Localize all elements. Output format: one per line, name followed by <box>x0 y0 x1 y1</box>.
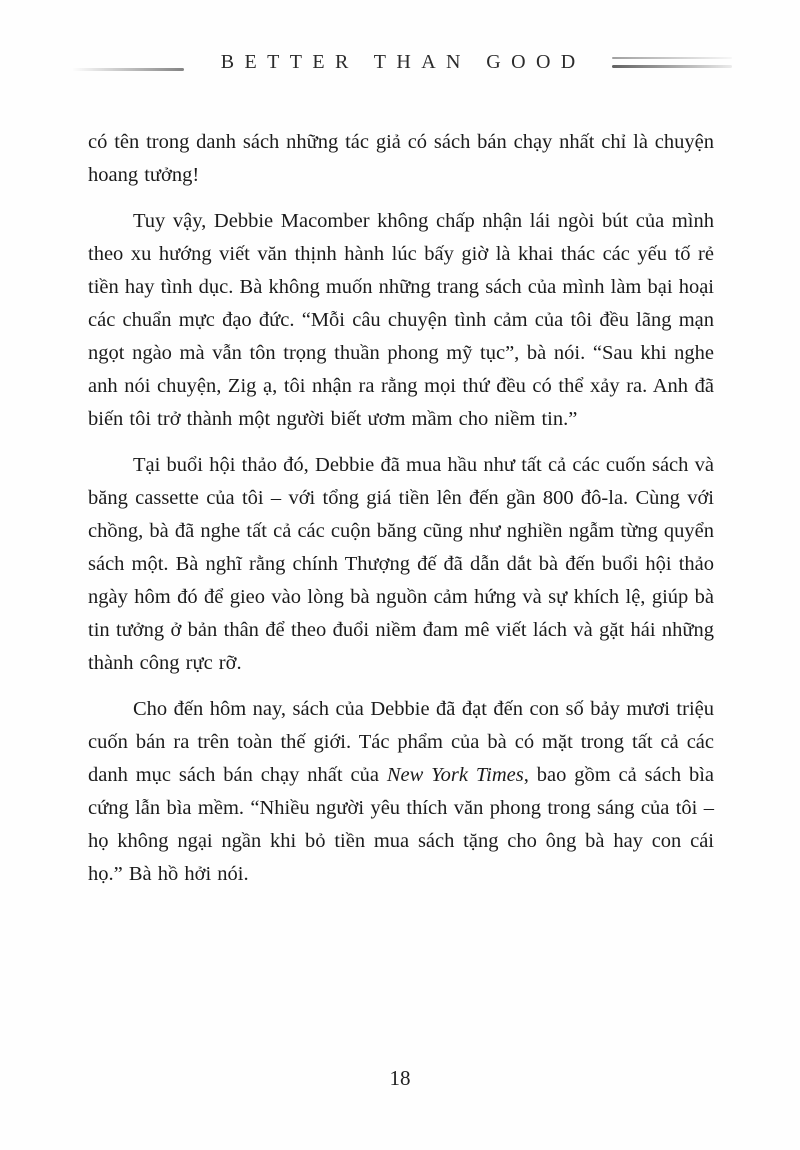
paragraph-4-text-before: Cho đến hôm nay, sách của Debbie đã đạt đến con số bảy mươi triệu cuốn bán ra trên toàn thế giới. Tác phẩm của bà có mặt trong tất cả các danh mục sách bán chạy nhất của <box>88 698 714 786</box>
paragraph-4-text-after: , bao gồm cả sách bìa cứng lẫn bìa mềm. “Nhiều người yêu thích văn phong trong sáng của tôi – họ không ngại ngần khi bỏ tiền mua sách tặng cho ông bà hay con cái họ.” Bà hồ hởi nói. <box>88 764 715 885</box>
running-head <box>0 42 800 82</box>
body-paragraph-4 <box>88 693 714 891</box>
header-rule-right-bar-top <box>612 57 732 59</box>
body-paragraph-1: có tên trong danh sách những tác giả có sách bán chạy nhất chỉ là chuyện hoang tưởng! <box>88 131 714 186</box>
header-rule-left <box>72 54 184 71</box>
page-number: 18 <box>389 1066 411 1090</box>
book-title: BETTER THAN GOOD <box>220 50 586 73</box>
header-rule-left-bar <box>72 68 184 71</box>
body-paragraph-2: Tuy vậy, Debbie Macomber không chấp nhận lái ngòi bút của mình theo xu hướng viết văn thịnh hành lúc bấy giờ là khai thác các yếu tố rẻ tiền hay tình dục. Bà không muốn những trang sách của mình làm bại hoại các chuẩn mực đạo đức. “Mỗi câu chuyện tình cảm của tôi đều lãng mạn ngọt ngào mà vẫn tôn trọng thuần phong mỹ tục”, bà nói. “Sau khi nghe anh nói chuyện, Zig ạ, tôi nhận ra rằng mọi thứ đều có thể xảy ra. Anh đã biến tôi trở thành một người biết ươm mầm cho niềm tin.” <box>88 210 714 430</box>
body-paragraph-3: Tại buổi hội thảo đó, Debbie đã mua hầu như tất cả các cuốn sách và băng cassette của tôi – với tổng giá tiền lên đến gần 800 đô-la. Cùng với chồng, bà đã nghe tất cả các cuộn băng cũng như nghiền ngẫm từng quyển sách một. Bà nghĩ rằng chính Thượng đế đã dẫn dắt bà đến buổi hội thảo ngày hôm đó để gieo vào lòng bà nguồn cảm hứng và sự khích lệ, giúp bà tin tưởng ở bản thân để theo đuổi niềm đam mê viết lách và gặt hái những thành công rực rỡ. <box>88 454 714 674</box>
header-rule-right-bar-bottom <box>612 65 732 68</box>
header-rule-right <box>612 57 732 68</box>
body-text <box>88 126 714 904</box>
paragraph-4-italic-title: New York Times <box>386 764 524 786</box>
